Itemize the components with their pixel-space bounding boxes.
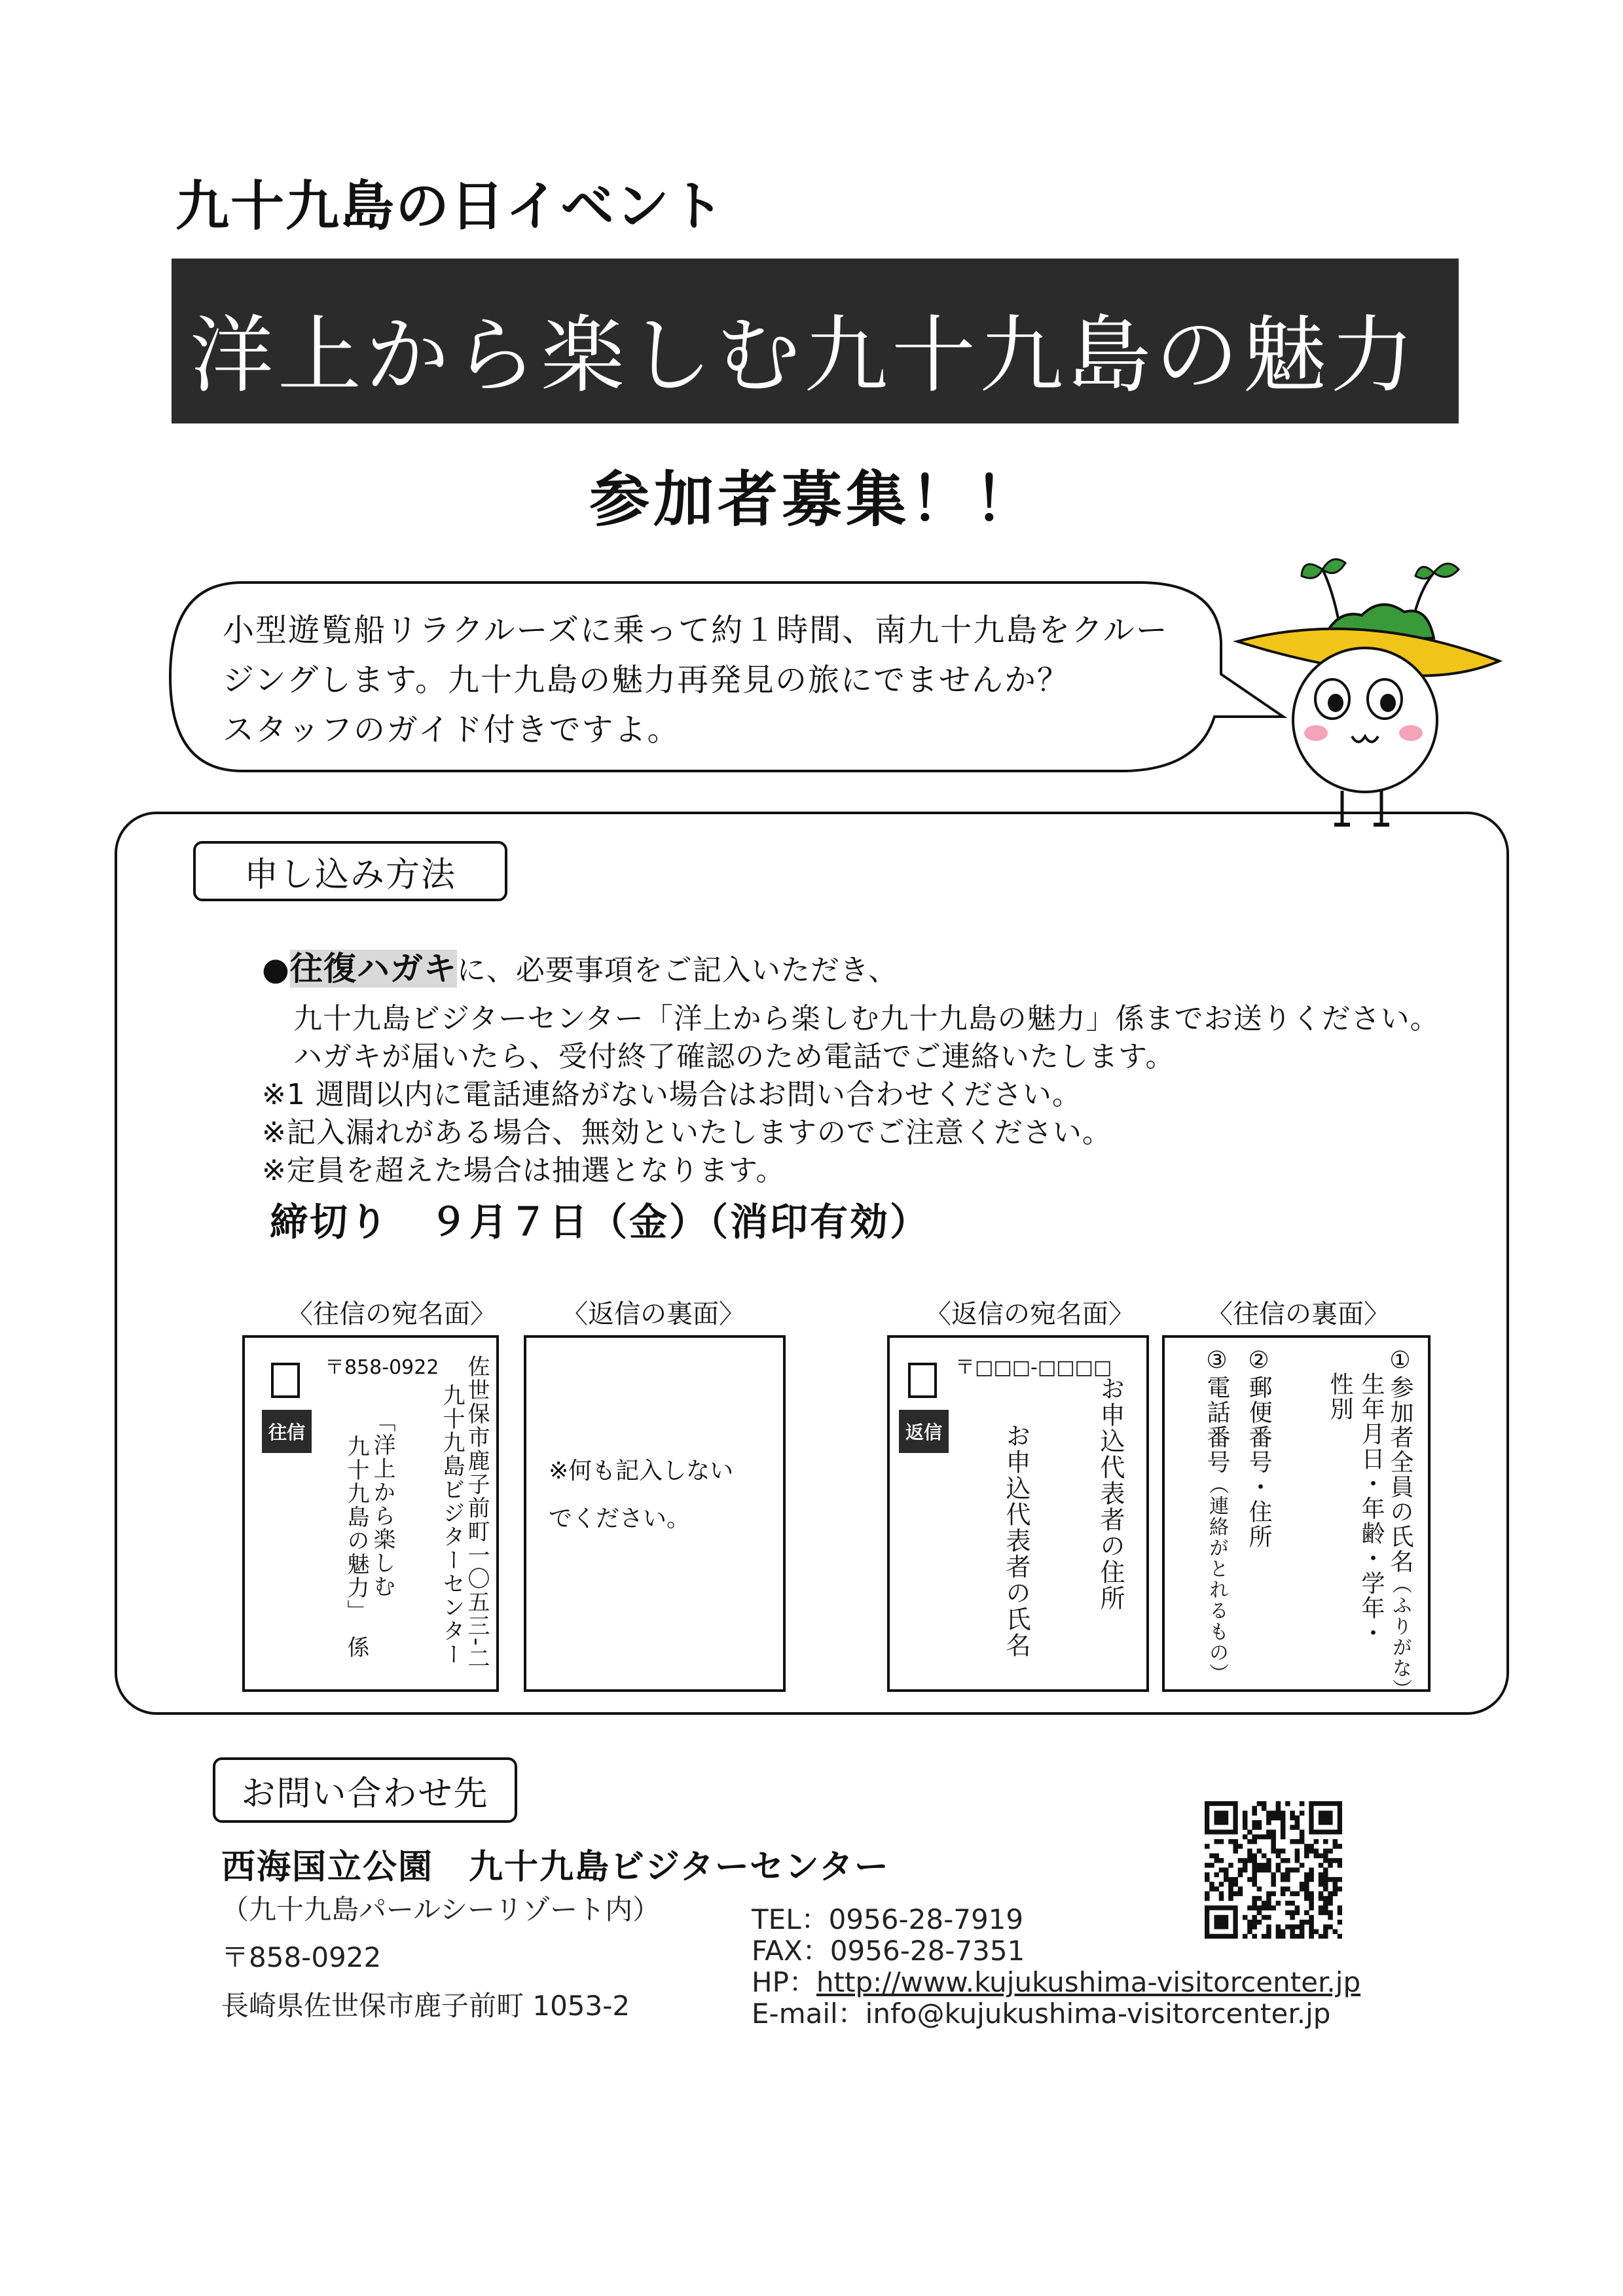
qr-code [1205,1801,1342,1939]
application-line-3: ハガキが届いたら、受付終了確認のため電話でご連絡いたします。 [293,1040,1175,1073]
stamp-box [908,1363,937,1398]
caption-reply-address: 〈返信の宛名面〉 [925,1299,1135,1329]
postcard-reply-back [524,1335,786,1692]
application-line-1 [262,942,898,990]
application-line-1-rest: に、必要事項をご記入いただき、 [456,954,898,987]
section-label-contact: お問い合わせ先 [213,1757,517,1823]
recruit-heading: 参加者募集！！ [589,465,1039,535]
mascot-illustration [1224,543,1512,838]
intro-line: ジングします。九十九島の魅力再発見の旅にでませんか？ [223,662,1070,698]
tag-reply: 返信 [899,1410,949,1453]
item-3 [1200,1347,1233,1684]
tel: TEL：0956-28-7919 [752,1903,1024,1935]
item-1-cont: 生年月日・年齢・学年・ [1358,1372,1385,1645]
banner-title: 洋上から楽しむ九十九島の魅力 [190,307,1419,404]
fax: FAX：0956-28-7351 [752,1935,1025,1967]
application-note-2: ※記入漏れがある場合、無効といたしますのでご注意ください。 [262,1116,1112,1149]
application-note-3: ※定員を超えた場合は抽選となります。 [262,1154,786,1187]
postal-code: 〒858-0922 [325,1356,439,1379]
bullet: ● [262,951,290,988]
item-1-text: ①参加者全員の氏名 [1387,1347,1413,1574]
reply-back-line-1: ※何も記入しない [549,1458,734,1484]
homepage-label: HP： [752,1966,816,1998]
postal-code-placeholder: 〒□□□-□□□□ [955,1356,1112,1379]
applicant-address: お申込代表者の住所 [1096,1376,1125,1611]
dept-suffix: 係 [343,1636,369,1659]
item-1-cont-2: 性別 [1326,1372,1353,1422]
postcard-reply-address [887,1335,1149,1692]
item-2: ②郵便番号・住所 [1245,1347,1272,1549]
event-title: 九十九島の日イベント [175,175,726,238]
intro-text [223,605,1169,755]
item-3-text: ③電話番号 [1203,1347,1230,1475]
applicant-name: お申込代表者の氏名 [1002,1423,1030,1659]
homepage-link[interactable]: http://www.kujukushima-visitorcenter.jp [816,1966,1361,1998]
email: E-mail：info@kujukushima-visitorcenter.jp [752,1998,1331,2030]
postcard-outgoing-address [242,1335,499,1692]
postal-code: 〒858-0922 [221,1941,382,1973]
address-line: 佐世保市鹿子前町一〇五三-二 [464,1355,490,1671]
dept-line-2: 九十九島の魅力」 [343,1435,369,1623]
stamp-box [271,1363,300,1398]
intro-line: 小型遊覧船リラクルーズに乗って約１時間、南九十九島をクルー [223,612,1169,649]
application-line-2: 九十九島ビジターセンター「洋上から楽しむ九十九島の魅力」係までお送りください。 [293,1002,1440,1035]
tag-outgoing: 往信 [262,1410,312,1453]
street-address: 長崎県佐世保市鹿子前町 1053-2 [221,1990,630,2022]
item-1-note: （ふりがな） [1389,1574,1412,1700]
postcard-outgoing-back [1162,1335,1431,1700]
reply-back-line-2: でください。 [549,1505,691,1532]
org-sub: （九十九島パールシーリゾート内） [221,1893,661,1926]
intro-line: スタッフのガイド付きですよ。 [223,711,680,748]
section-label-application: 申し込み方法 [193,841,507,901]
item-3-note: （連絡がとれるもの） [1205,1475,1228,1684]
caption-reply-back: 〈返信の裏面〉 [562,1299,745,1329]
caption-outgoing-back: 〈往信の裏面〉 [1207,1299,1390,1329]
highlight-return-postcard: 往復ハガキ [289,950,457,988]
org-name: 西海国立公園 九十九島ビジターセンター [221,1848,890,1887]
caption-outgoing-address: 〈往信の宛名面〉 [287,1299,496,1329]
application-note-1: ※1 週間以内に電話連絡がない場合はお問い合わせください。 [262,1078,1082,1111]
dept-line-1: 「洋上から楽しむ [369,1410,395,1598]
visitor-center-line: 九十九島ビジターセンター [439,1384,465,1666]
deadline: 締切り ９月７日（金）（消印有効） [270,1200,930,1244]
item-1 [1383,1347,1417,1700]
